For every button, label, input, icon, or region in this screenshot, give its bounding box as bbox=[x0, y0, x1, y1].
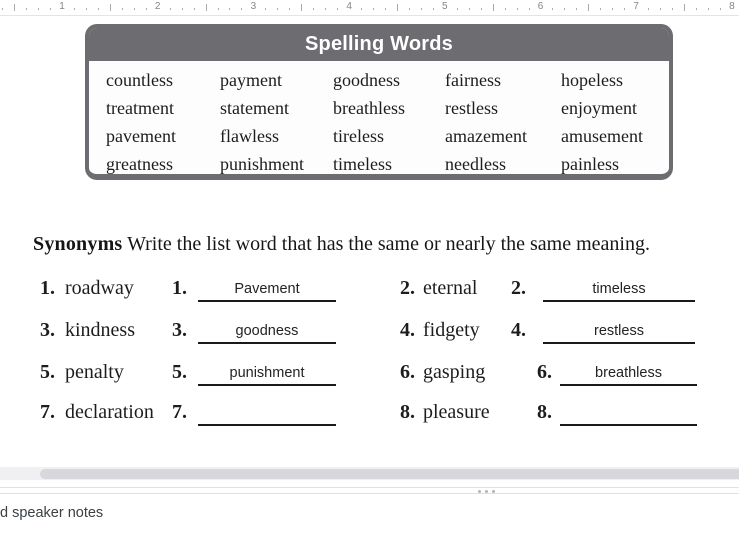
answer-number: 7. bbox=[172, 401, 187, 423]
answer-line[interactable] bbox=[198, 402, 336, 426]
ruler-tick bbox=[122, 8, 123, 10]
ruler-tick bbox=[421, 8, 422, 10]
ruler-tick bbox=[301, 4, 302, 11]
question-number: 4. bbox=[400, 319, 415, 341]
ruler-tick bbox=[576, 8, 577, 10]
answer-number: 3. bbox=[172, 319, 187, 341]
question-number: 5. bbox=[40, 361, 55, 383]
answer-line[interactable] bbox=[560, 402, 697, 426]
synonym-row bbox=[0, 320, 739, 344]
ruler-tick bbox=[325, 8, 326, 10]
horizontal-scrollbar-track[interactable] bbox=[0, 467, 739, 480]
ruler-tick bbox=[409, 8, 410, 10]
spelling-word: punishment bbox=[220, 154, 304, 174]
spelling-word: pavement bbox=[106, 126, 176, 146]
spelling-word: hopeless bbox=[561, 70, 623, 90]
ruler-tick bbox=[397, 4, 398, 11]
ruler-tick bbox=[146, 8, 147, 10]
spelling-word: needless bbox=[445, 154, 506, 174]
prompt-word: roadway bbox=[65, 277, 134, 299]
ruler-tick bbox=[206, 4, 207, 11]
question-number: 3. bbox=[40, 319, 55, 341]
ruler-tick bbox=[493, 4, 494, 11]
answer-line[interactable]: goodness bbox=[198, 320, 336, 344]
question-number: 6. bbox=[400, 361, 415, 383]
question-number: 7. bbox=[40, 401, 55, 423]
question-number: 8. bbox=[400, 401, 415, 423]
spelling-word: timeless bbox=[333, 154, 392, 174]
ruler-tick bbox=[289, 8, 290, 10]
prompt-word: eternal bbox=[423, 277, 478, 299]
prompt-word: penalty bbox=[65, 361, 124, 383]
ruler-tick bbox=[564, 8, 565, 10]
ruler-inch-number: 7 bbox=[633, 1, 639, 12]
ruler-tick bbox=[313, 8, 314, 10]
synonym-row bbox=[0, 402, 739, 426]
ruler-tick bbox=[110, 4, 111, 11]
ruler-inch-number: 3 bbox=[250, 1, 257, 12]
ruler-tick bbox=[361, 8, 362, 10]
ruler-tick bbox=[696, 8, 697, 10]
answer-number: 5. bbox=[172, 361, 187, 383]
spelling-word: enjoyment bbox=[561, 98, 637, 118]
spelling-word: countless bbox=[106, 70, 173, 90]
spelling-word: payment bbox=[220, 70, 282, 90]
answer-line[interactable]: Pavement bbox=[198, 278, 336, 302]
ruler-tick bbox=[229, 8, 230, 10]
ruler-tick bbox=[481, 8, 482, 10]
synonyms-instructions: Write the list word that has the same or nearly the same meaning. bbox=[127, 233, 650, 255]
synonyms-label: Synonyms bbox=[33, 233, 123, 255]
spelling-word: treatment bbox=[106, 98, 174, 118]
answer-line[interactable]: restless bbox=[543, 320, 695, 344]
notes-resize-handle[interactable] bbox=[0, 487, 739, 494]
answer-number: 6. bbox=[537, 361, 552, 383]
synonym-row bbox=[0, 362, 739, 386]
ruler-tick bbox=[74, 8, 75, 10]
ruler-tick bbox=[684, 4, 685, 11]
synonym-row bbox=[0, 278, 739, 302]
ruler-tick bbox=[2, 8, 3, 10]
ruler-inch-number: 2 bbox=[154, 1, 161, 12]
ruler-tick bbox=[134, 8, 135, 10]
prompt-word: pleasure bbox=[423, 401, 490, 423]
spelling-words-grid bbox=[89, 61, 669, 178]
spelling-word: tireless bbox=[333, 126, 384, 146]
spelling-word: breathless bbox=[333, 98, 405, 118]
ruler-tick bbox=[612, 8, 613, 10]
ruler-tick bbox=[624, 8, 625, 10]
synonyms-heading bbox=[33, 233, 723, 255]
spelling-word: fairness bbox=[445, 70, 501, 90]
spelling-word: amusement bbox=[561, 126, 643, 146]
ruler-tick bbox=[600, 8, 601, 10]
spelling-word: painless bbox=[561, 154, 619, 174]
answer-number: 1. bbox=[172, 277, 187, 299]
ruler-inch-number: 6 bbox=[537, 1, 544, 12]
ruler-tick bbox=[194, 8, 195, 10]
speaker-notes-pane[interactable] bbox=[0, 494, 739, 554]
spelling-word: flawless bbox=[220, 126, 279, 146]
ruler-tick bbox=[660, 8, 661, 10]
ruler-tick bbox=[50, 8, 51, 10]
ruler-tick bbox=[86, 8, 87, 10]
prompt-word: fidgety bbox=[423, 319, 480, 341]
ruler-inch-number: 1 bbox=[59, 1, 65, 12]
prompt-word: kindness bbox=[65, 319, 135, 341]
ruler-tick bbox=[529, 8, 530, 10]
question-number: 2. bbox=[400, 277, 415, 299]
question-number: 1. bbox=[40, 277, 55, 299]
spelling-words-header bbox=[89, 28, 669, 61]
answer-number: 8. bbox=[537, 401, 552, 423]
spelling-word: restless bbox=[445, 98, 498, 118]
answer-number: 2. bbox=[511, 277, 526, 299]
answer-line[interactable]: punishment bbox=[198, 362, 336, 386]
ruler-tick bbox=[182, 8, 183, 10]
ruler-tick bbox=[588, 4, 589, 11]
ruler-tick bbox=[26, 8, 27, 10]
ruler-tick bbox=[648, 8, 649, 10]
ruler-tick bbox=[385, 8, 386, 10]
spelling-words-title: Spelling Words bbox=[305, 33, 453, 55]
ruler-tick bbox=[277, 8, 278, 10]
ruler-tick bbox=[672, 8, 673, 10]
spelling-word: amazement bbox=[445, 126, 527, 146]
ruler-tick bbox=[457, 8, 458, 10]
ruler-tick bbox=[469, 8, 470, 10]
speaker-notes-placeholder[interactable]: d speaker notes bbox=[0, 505, 104, 521]
ruler-tick bbox=[552, 8, 553, 10]
ruler-tick bbox=[241, 8, 242, 10]
answer-number: 4. bbox=[511, 319, 526, 341]
horizontal-ruler bbox=[0, 0, 739, 16]
ruler-inch-number: 4 bbox=[346, 1, 352, 12]
ruler-tick bbox=[265, 8, 266, 10]
spelling-word: goodness bbox=[333, 70, 400, 90]
ruler-tick bbox=[170, 8, 171, 10]
ruler-tick bbox=[98, 8, 99, 10]
ruler-inch-number: 5 bbox=[442, 1, 448, 12]
ruler-tick bbox=[218, 8, 219, 10]
ruler-inch-number: 8 bbox=[729, 1, 735, 12]
ruler-tick bbox=[708, 8, 709, 10]
horizontal-scrollbar-thumb[interactable] bbox=[40, 469, 739, 479]
ruler-tick bbox=[373, 8, 374, 10]
ruler-tick bbox=[337, 8, 338, 10]
drag-handle-dots-icon bbox=[478, 490, 495, 493]
ruler-tick bbox=[14, 4, 15, 11]
ruler-tick bbox=[720, 8, 721, 10]
ruler-tick bbox=[433, 8, 434, 10]
spelling-word: greatness bbox=[106, 154, 173, 174]
spelling-word: statement bbox=[220, 98, 289, 118]
ruler-tick bbox=[505, 8, 506, 10]
prompt-word: gasping bbox=[423, 361, 486, 383]
ruler-tick bbox=[38, 8, 39, 10]
spelling-words-card bbox=[85, 24, 673, 180]
ruler-tick bbox=[517, 8, 518, 10]
answer-line[interactable]: breathless bbox=[560, 362, 697, 386]
prompt-word: declaration bbox=[65, 401, 154, 423]
answer-line[interactable]: timeless bbox=[543, 278, 695, 302]
